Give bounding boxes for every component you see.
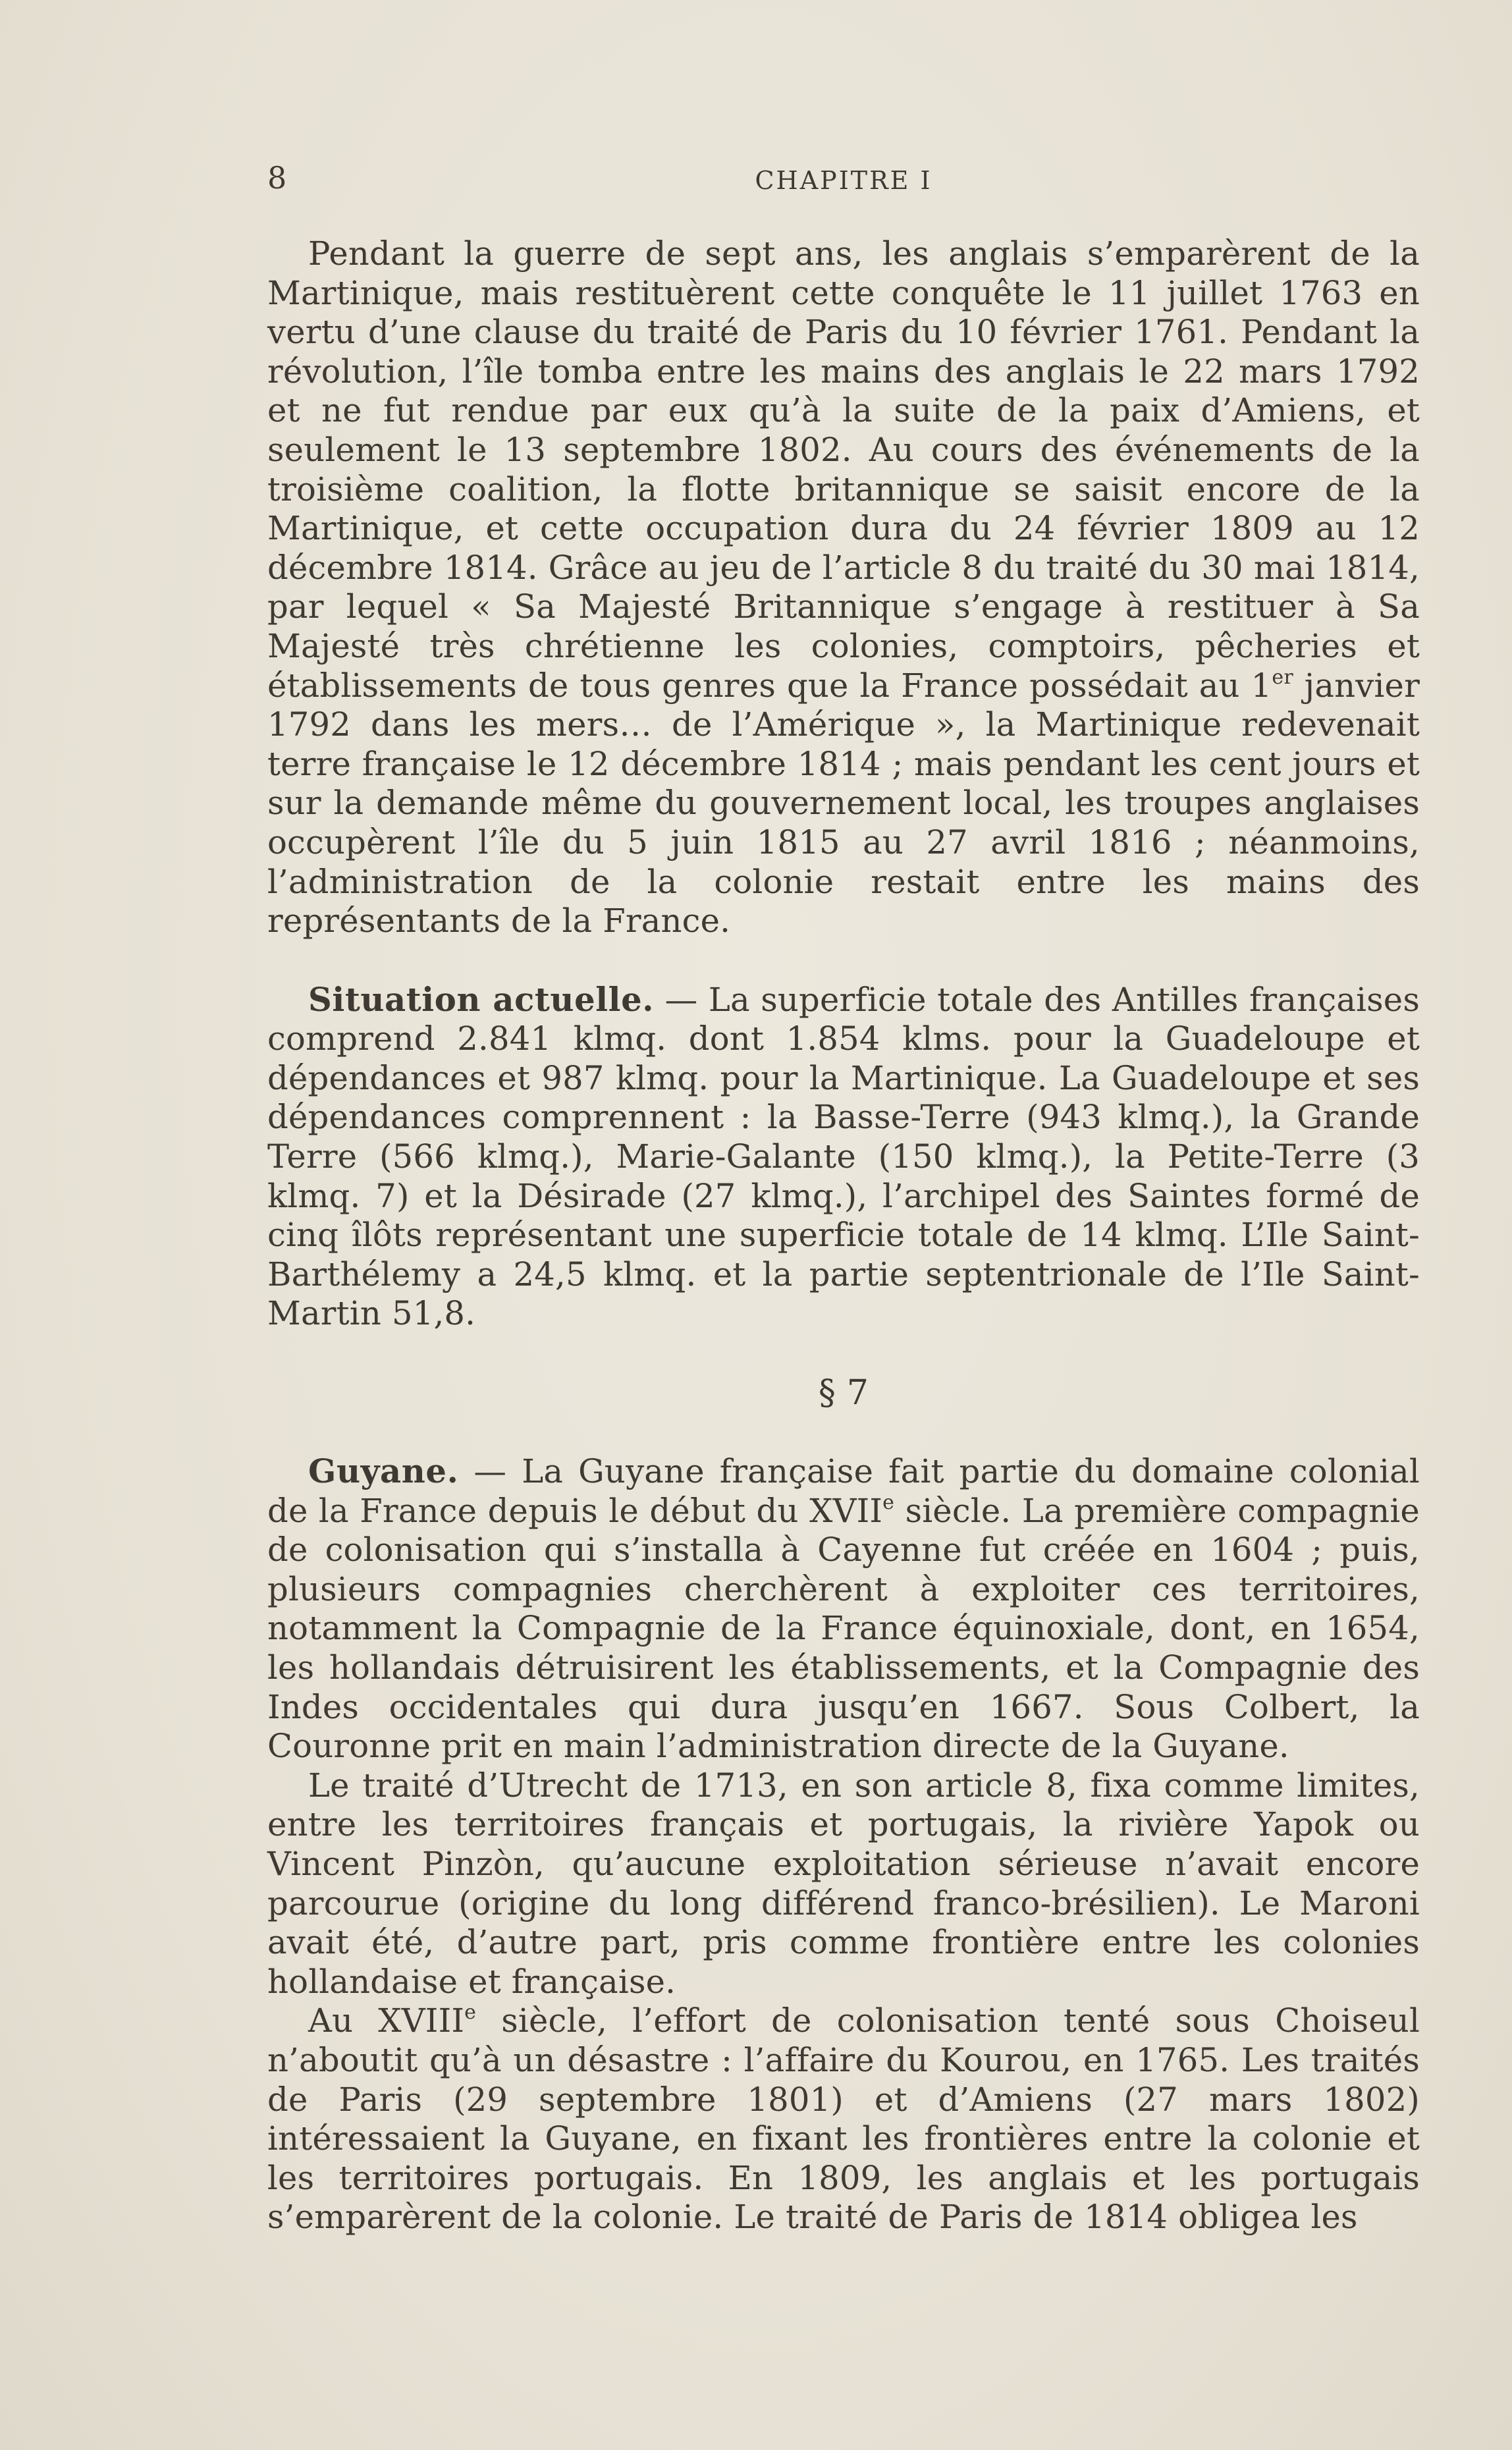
paragraph-text-continued: siècle, l’effort de colonisation tenté sous Choiseul n’aboutit qu’à un désastre : l’affaire du Kourou, en 1765. Les traités de Paris (29 septembre 1801) et d’Amiens (27 mars 1802) intéressaient la Guyane, en fixant les frontières entre la colonie et les territoires portugais. En 1809, les anglais et les portugais s’emparèrent de la colonie. Le traité de Paris de 1814 obligea les: [267, 2001, 1420, 2237]
body-text: [267, 234, 1420, 2237]
superscript: er: [1272, 665, 1293, 689]
paragraph-text-continued: janvier 1792 dans les mers… de l’Amérique », la Martinique redevenait terre française le 12 décembre 1814 ; mais pendant les cent jours et sur la demande même du gouvernement local, les troupes anglaises occupèrent l’île du 5 juin 1815 au 27 avril 1816 ; néanmoins, l’administration de la colonie restait entre les mains des représentants de la France.: [267, 666, 1420, 940]
page-header: [267, 158, 1420, 204]
paragraph-text: Pendant la guerre de sept ans, les anglais s’emparèrent de la Martinique, mais restituèrent cette conquête le 11 juillet 1763 en vertu d’une clause du traité de Paris du 10 février 1761. Pendant la révolution, l’île tomba entre les mains des anglais le 22 mars 1792 et ne fut rendue par eux qu’à la suite de la paix d’Amiens, et seulement le 13 septembre 1802. Au cours des événements de la troisième coalition, la flotte britannique se saisit encore de la Martinique, et cette occupation dura du 24 février 1809 au 12 décembre 1814. Grâce au jeu de l’article 8 du traité du 30 mai 1814, par lequel « Sa Majesté Britannique s’engage à restituer à Sa Majesté très chrétienne les colonies, comptoirs, pêcheries et établissements de tous genres que la France possédait au 1: [267, 234, 1420, 705]
paragraph-text-continued: siècle. La première compagnie de colonisation qui s’installa à Cayenne fut créée en 1604 ; puis, plusieurs compagnies cherchèrent à exploiter ces territoires, notamment la Compagnie de la France équinoxiale, dont, en 1654, les hollandais détruisirent les établissements, et la Compagnie des Indes occidentales qui dura jusqu’en 1667. Sous Colbert, la Couronne prit en main l’administration directe de la Guyane.: [267, 1491, 1420, 1766]
paragraph-situation-actuelle: [267, 980, 1420, 1334]
paragraph-text: Au XVIII: [308, 2001, 465, 2040]
paragraph-guyane: [267, 1452, 1420, 1766]
paragraph-martinique-history: [267, 234, 1420, 941]
superscript: e: [464, 2001, 477, 2025]
page-number: 8: [267, 160, 287, 196]
paragraph-text: — La superficie totale des Antilles françaises comprend 2.841 klmq. dont 1.854 klms. pour la Guadeloupe et dépendances et 987 klmq. pour la Martinique. La Guadeloupe et ses dépendances comprennent : la Basse-Terre (943 klmq.), la Grande Terre (566 klmq.), Marie-Galante (150 klmq.), la Petite-Terre (3 klmq. 7) et la Désirade (27 klmq.), l’archipel des Saintes formé de cinq îlôts représentant une superficie totale de 14 klmq. L’Ile Saint-Barthélemy a 24,5 klmq. et la partie septentrionale de l’Ile Saint-Martin 51,8.: [267, 980, 1420, 1333]
paragraph-text: — La Guyane française fait partie du domaine colonial de la France depuis le début du XVII: [267, 1452, 1420, 1530]
paragraph-utrecht: [267, 1766, 1420, 2002]
run-in-heading: Situation actuelle.: [308, 979, 655, 1019]
section-mark: § 7: [818, 1373, 869, 1413]
paragraph-text: Le traité d’Utrecht de 1713, en son article 8, fixa comme limites, entre les territoires français et portugais, la rivière Yapok ou Vincent Pinzòn, qu’aucune exploitation sérieuse n’avait encore parcourue (origine du long différend franco-brésilien). Le Maroni avait été, d’autre part, pris comme frontière entre les colonies hollandaise et française.: [267, 1766, 1420, 2001]
running-head: CHAPITRE I: [755, 166, 932, 195]
superscript: e: [882, 1490, 895, 1514]
run-in-heading: Guyane.: [308, 1452, 459, 1491]
paragraph-xviii-siecle: [267, 2001, 1420, 2237]
